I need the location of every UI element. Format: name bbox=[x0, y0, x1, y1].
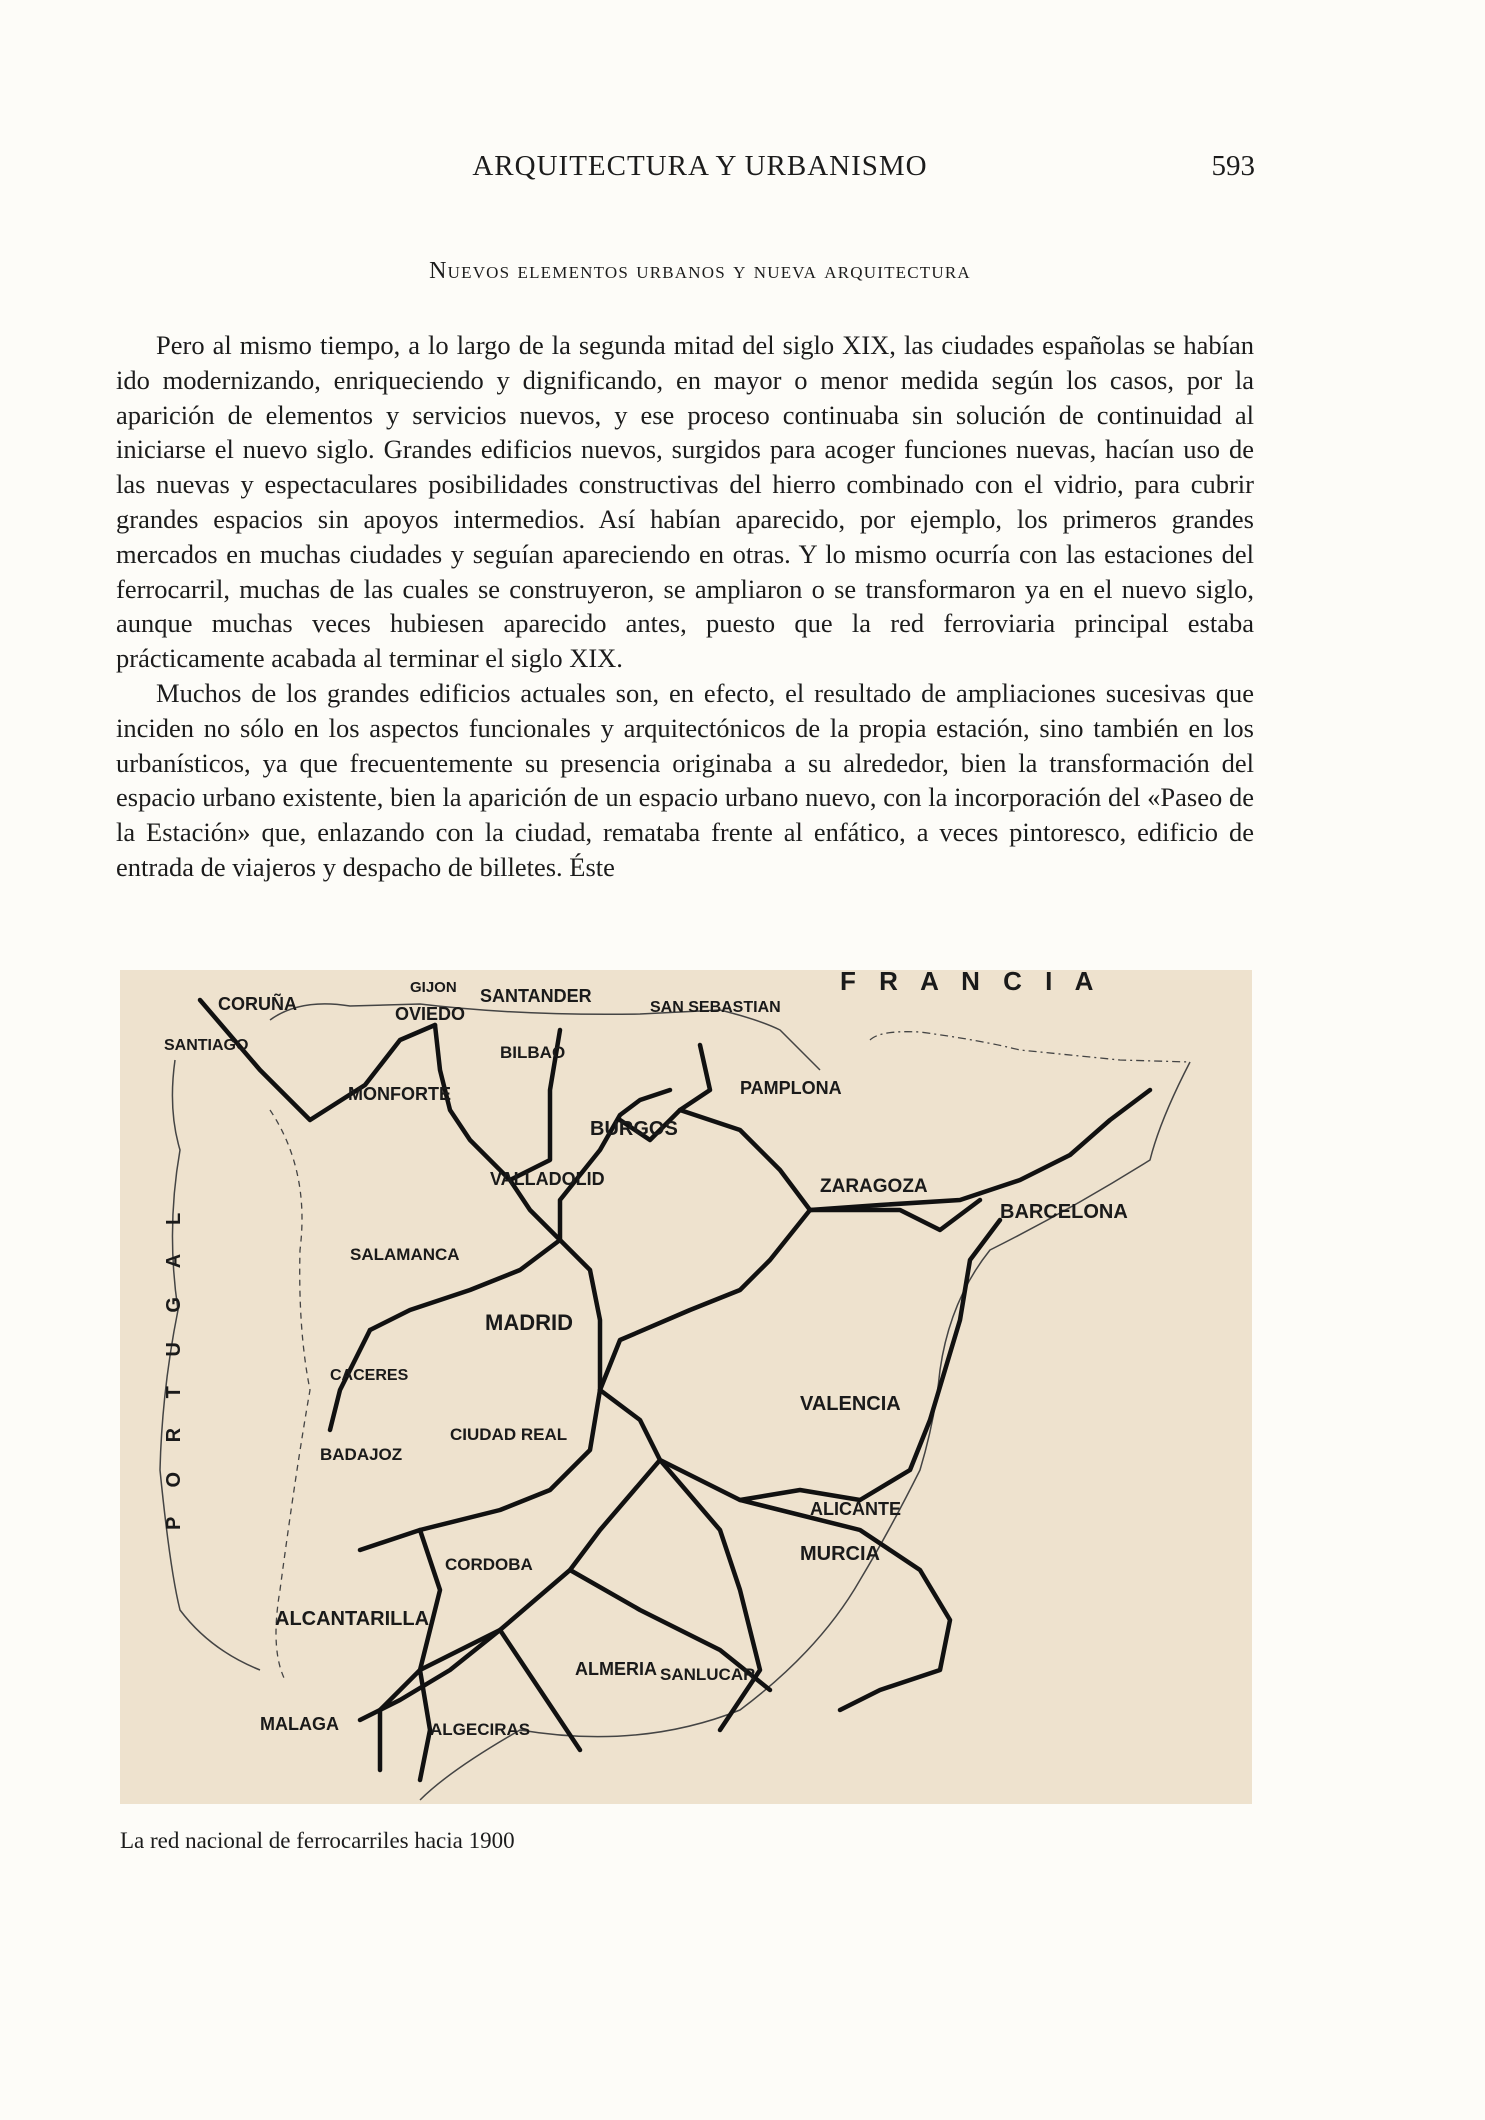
map-label-san-sebastian: SAN SEBASTIAN bbox=[650, 999, 781, 1016]
map-label-malaga: ALGECIRAS bbox=[430, 1720, 531, 1739]
railway-map bbox=[120, 970, 1252, 1804]
map-label-cordoba: CORDOBA bbox=[445, 1555, 533, 1574]
map-label-coruna: CORUÑA bbox=[218, 994, 297, 1014]
map-label-bilbao: BILBAO bbox=[500, 1043, 566, 1062]
map-label-portugal: P O R T U G A L bbox=[163, 1200, 185, 1530]
map-label-alicante: ALICANTE bbox=[810, 1499, 901, 1519]
map-label-santiago: SANTIAGO bbox=[164, 1037, 249, 1054]
body-text bbox=[116, 328, 1254, 885]
map-label-murcia: MURCIA bbox=[800, 1543, 880, 1565]
page-number: 593 bbox=[1211, 150, 1255, 182]
map-label-pamplona: PAMPLONA bbox=[740, 1078, 842, 1098]
map-label-ciudad-real: CIUDAD REAL bbox=[450, 1425, 568, 1444]
map-label-cadiz: MALAGA bbox=[260, 1714, 339, 1734]
map-label-gijon: GIJON bbox=[410, 979, 457, 996]
figure-caption: La red nacional de ferrocarriles hacia 1900 bbox=[120, 1828, 515, 1853]
map-label-barcelona: BARCELONA bbox=[1000, 1201, 1128, 1223]
railway-map-figure bbox=[120, 970, 1252, 1804]
map-label-leon: MONFORTE bbox=[348, 1084, 451, 1104]
map-label-salamanca: SALAMANCA bbox=[350, 1245, 460, 1264]
map-label-valencia: VALENCIA bbox=[800, 1393, 901, 1415]
map-label-granada: ALMERIA bbox=[575, 1659, 657, 1679]
map-label-almeria: SANLUCAR bbox=[660, 1665, 756, 1684]
map-label-france: F R A N C I A bbox=[840, 970, 1102, 996]
map-label-santander: SANTANDER bbox=[480, 986, 592, 1006]
map-label-burgos: BURGOS bbox=[590, 1118, 678, 1140]
map-label-caceres: CACERES bbox=[330, 1367, 409, 1384]
section-heading: Nuevos elementos urbanos y nueva arquitectura bbox=[429, 258, 971, 284]
map-label-badajoz: BADAJOZ bbox=[320, 1445, 403, 1464]
map-label-oviedo: OVIEDO bbox=[395, 1004, 466, 1024]
map-label-sevilla: ALCANTARILLA bbox=[275, 1608, 430, 1630]
map-label-valladolid: VALLADOLID bbox=[490, 1169, 605, 1189]
map-label-zaragoza: ZARAGOZA bbox=[820, 1176, 928, 1197]
paragraph-2: Muchos de los grandes edificios actuales son, en efecto, el resultado de ampliaciones sucesivas que inciden no sólo en los aspectos funcionales y arquitectónicos de la propia estación, sino también en los urbanísticos, ya que frecuentemente su presencia originaba a su alrededor, bien la transformación del espacio urbano existente, bien la aparición de un espacio urbano nuevo, con la incorporación del «Paseo de la Estación» que, enlazando con la ciudad, remataba frente al enfático, a veces pintoresco, edificio de entrada de viajeros y despacho de billetes. Éste bbox=[116, 677, 1254, 882]
running-header: ARQUITECTURA Y URBANISMO bbox=[472, 150, 928, 182]
map-label-madrid: MADRID bbox=[485, 1310, 573, 1335]
paragraph-1: Pero al mismo tiempo, a lo largo de la segunda mitad del siglo XIX, las ciudades españolas se habían ido modernizando, enriqueciendo y dignificando, en mayor o menor medida según los casos, por la aparición de elementos y servicios nuevos, y ese proceso continuaba sin solución de continuidad al iniciarse el nuevo siglo. Grandes edificios nuevos, surgidos para acoger funciones nuevas, hacían uso de las nuevas y espectaculares posibilidades constructivas del hierro combinado con el vidrio, para cubrir grandes espacios sin apoyos intermedios. Así habían aparecido, por ejemplo, los primeros grandes mercados en muchas ciudades y seguían apareciendo en otras. Y lo mismo ocurría con las estaciones del ferrocarril, muchas de las cuales se construyeron, se ampliaron o se transformaron ya en el nuevo siglo, aunque muchas veces hubiesen aparecido antes, puesto que la red ferroviaria principal estaba prácticamente acabada al terminar el siglo XIX. bbox=[116, 330, 1254, 674]
